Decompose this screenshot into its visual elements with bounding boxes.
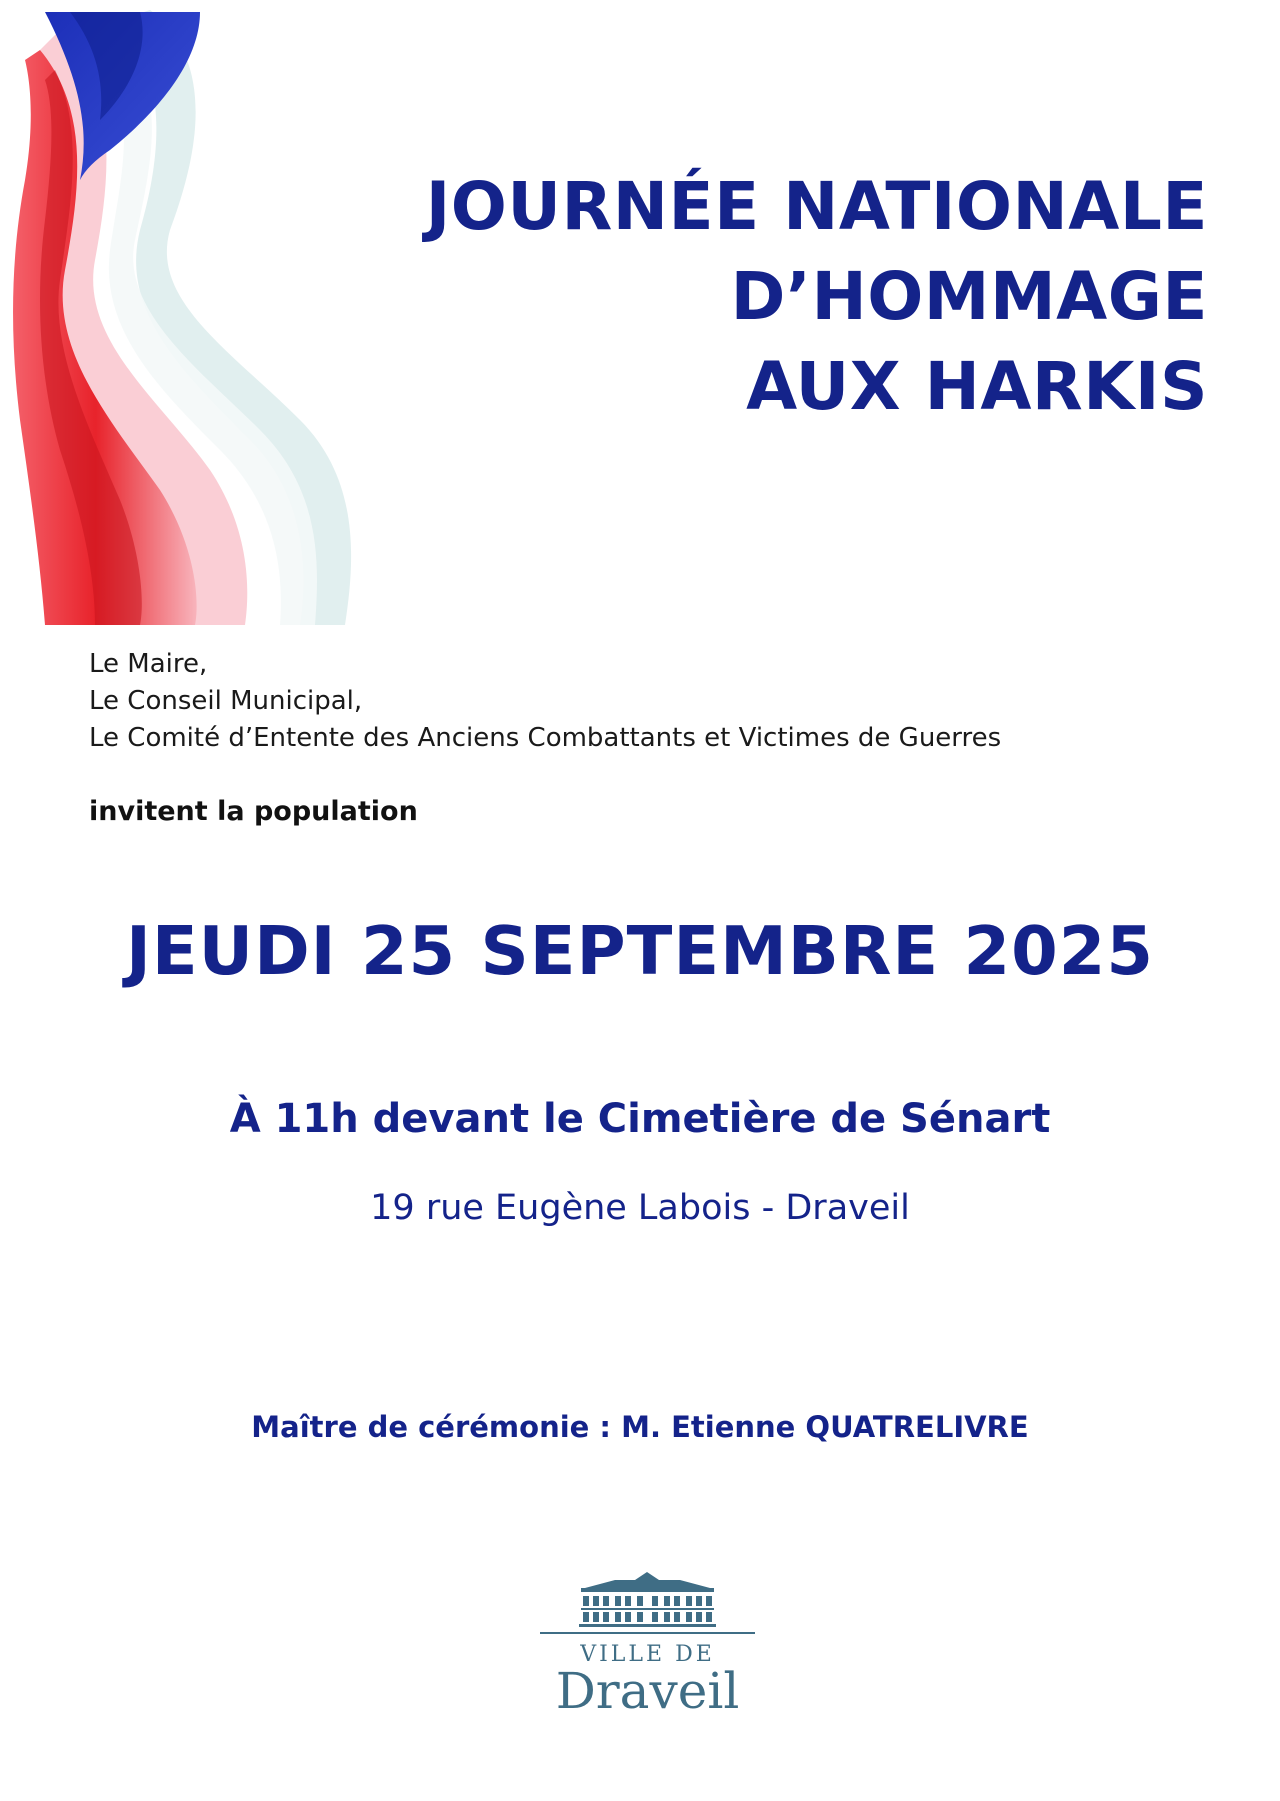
host-council: Le Conseil Municipal, bbox=[89, 686, 363, 716]
logo-divider bbox=[540, 1632, 755, 1634]
logo-prefix: VILLE DE bbox=[580, 1642, 715, 1667]
tricolor-ribbon-art bbox=[0, 0, 380, 630]
title-line-1: JOURNÉE NATIONALE bbox=[425, 168, 1208, 245]
city-logo bbox=[535, 1570, 760, 1720]
hosts-list bbox=[89, 646, 1001, 757]
event-place: À 11h devant le Cimetière de Sénart bbox=[229, 1096, 1051, 1142]
invitation-text: invitent la population bbox=[89, 796, 418, 827]
page-title bbox=[426, 162, 1208, 432]
event-address: 19 rue Eugène Labois - Draveil bbox=[370, 1188, 910, 1228]
title-line-3: AUX HARKIS bbox=[746, 348, 1208, 425]
master-of-ceremony: Maître de cérémonie : M. Etienne QUATRELIVRE bbox=[251, 1410, 1029, 1444]
host-mayor: Le Maire, bbox=[89, 649, 208, 679]
title-line-2: D’HOMMAGE bbox=[730, 258, 1208, 335]
host-committee: Le Comité d’Entente des Anciens Combattants et Victimes de Guerres bbox=[89, 723, 1002, 753]
city-hall-building-icon bbox=[575, 1570, 720, 1628]
logo-city-name: Draveil bbox=[555, 1662, 740, 1720]
event-date: JEUDI 25 SEPTEMBRE 2025 bbox=[125, 912, 1155, 990]
